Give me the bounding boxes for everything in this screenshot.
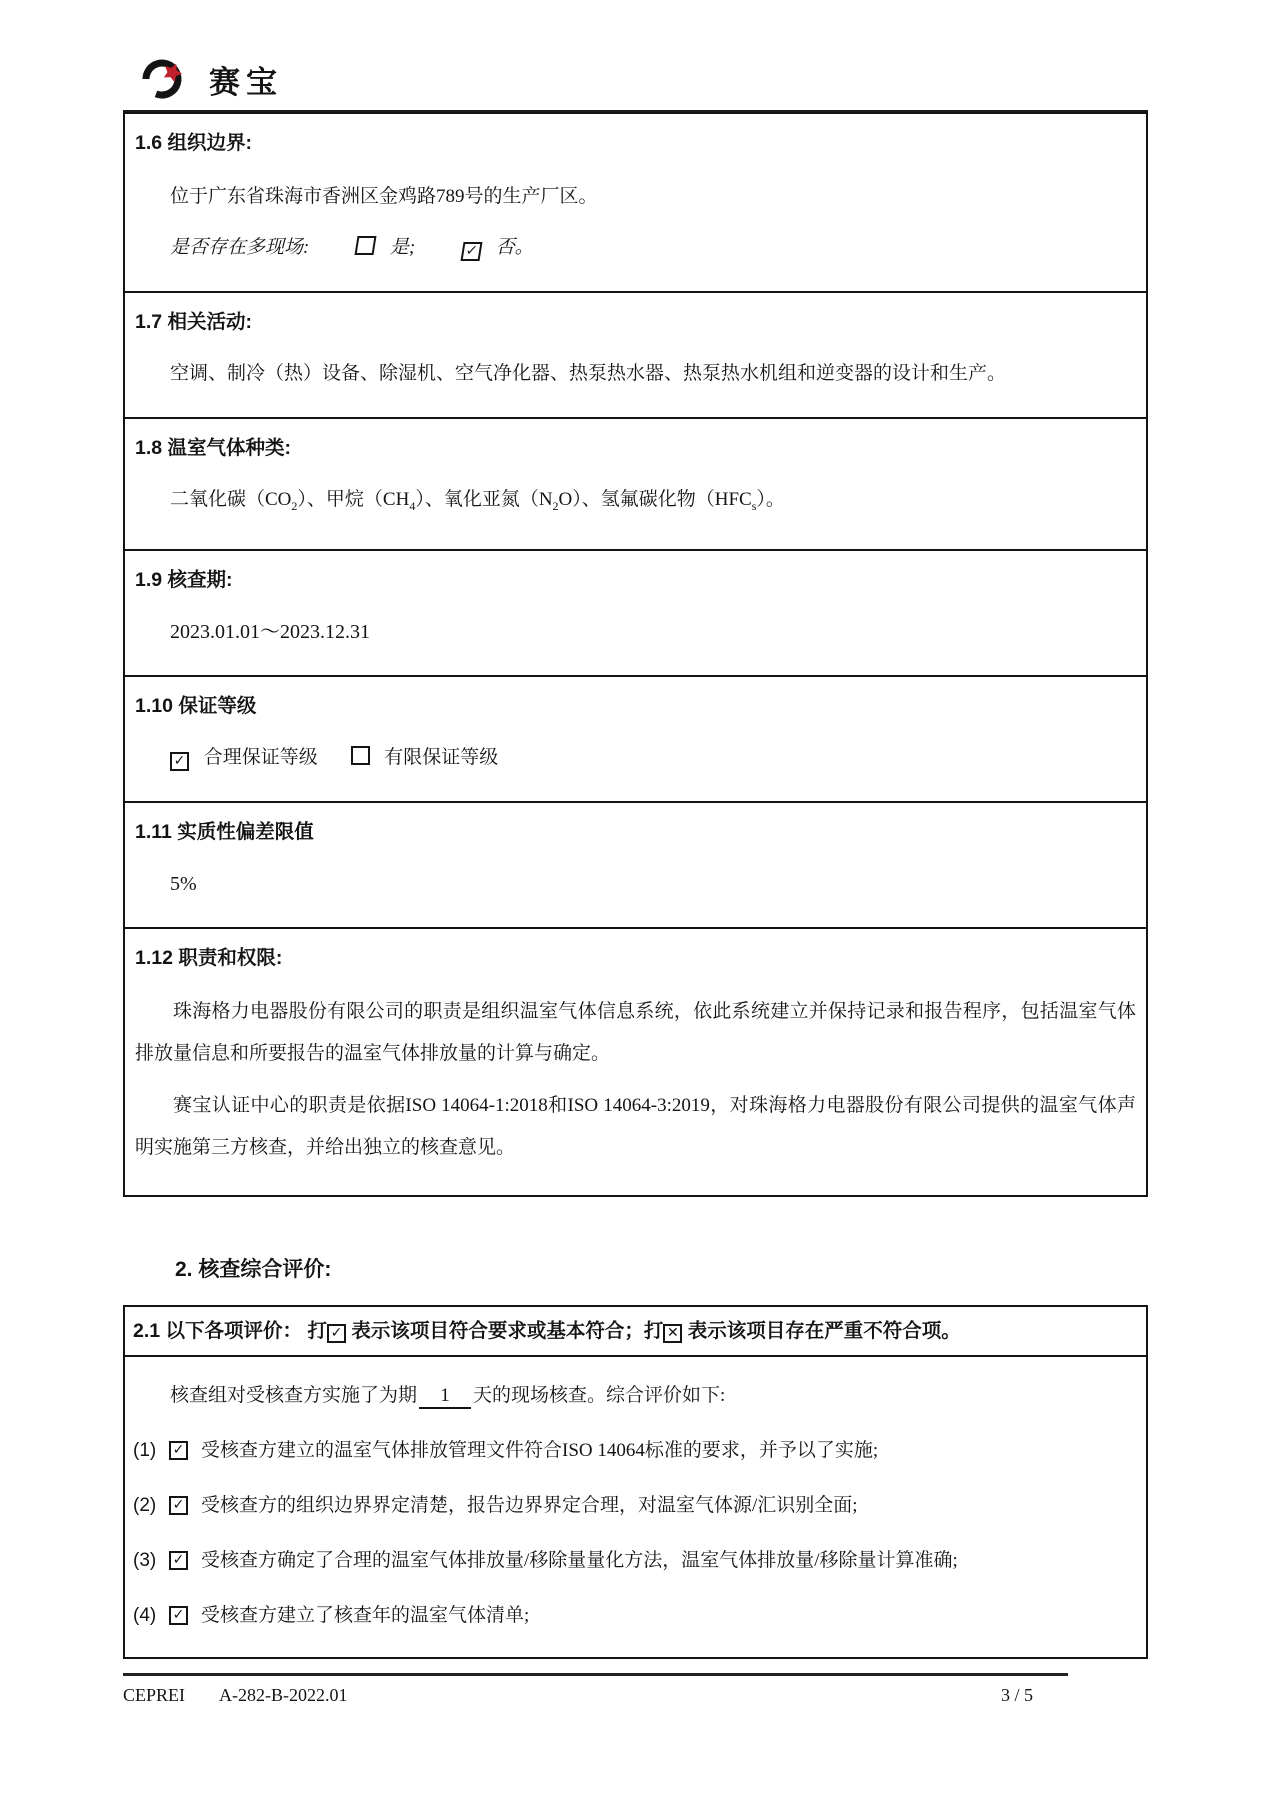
footer-rule: [123, 1673, 1068, 1676]
ghg-text: ）、甲烷（CH: [297, 489, 410, 510]
multisite-yes-checkbox-unchecked: [355, 236, 377, 255]
item-checkbox-checked: ✓: [169, 1551, 188, 1570]
section-2-1: [123, 1305, 1148, 1659]
verification-period: 2023.01.01～2023.12.31: [170, 620, 370, 643]
item-text: 受核查方确定了合理的温室气体排放量/移除量量化方法，温室气体排放量/移除量计算准确;: [201, 1549, 958, 1571]
item-number: (1): [133, 1439, 157, 1461]
footer-org: CEPREI: [123, 1684, 186, 1705]
multisite-no-checkbox-checked: ✓: [460, 242, 482, 261]
section-1-6: [123, 112, 1148, 293]
footer-document-code: [123, 1685, 382, 1706]
ghg-types-line: [125, 487, 1146, 549]
intro-text: 核查组对受核查方实施了为期: [170, 1384, 418, 1406]
item-text: 受核查方建立了核查年的温室气体清单;: [201, 1604, 530, 1626]
section-1-9: [123, 549, 1148, 677]
brand-name: 赛宝: [209, 64, 283, 100]
multisite-yes-label: 是;: [389, 237, 416, 258]
limited-assurance-checkbox-unchecked: [351, 746, 370, 765]
ghg-text: O）、氢氟碳化物（HFC: [558, 489, 752, 510]
section-2-heading: 2. 核查综合评价:: [175, 1257, 332, 1281]
page-number: 3 / 5: [1000, 1684, 1033, 1705]
section-1-7-title: 1.7 相关活动:: [135, 311, 253, 333]
section-1-9-title: 1.9 核查期:: [135, 568, 233, 591]
section-1-10-title: 1.10 保证等级: [135, 694, 257, 717]
reasonable-assurance-label: 合理保证等级: [203, 746, 318, 768]
header: [139, 0, 1148, 104]
item-checkbox-checked: ✓: [169, 1496, 188, 1515]
section-1-7: [123, 291, 1148, 419]
header-text: 表示该项目符合要求或基本符合；打: [345, 1319, 664, 1342]
item-number: (3): [133, 1549, 157, 1571]
ghg-text: ）。: [756, 489, 785, 510]
co2-subscript: 2: [291, 498, 298, 513]
multisite-row: [125, 235, 1146, 291]
materiality-threshold: 5%: [170, 872, 197, 895]
section-1-6-title: 1.6 组织边界:: [135, 132, 253, 154]
section-1-6-address: 位于广东省珠海市香洲区金鸡路789号的生产厂区。: [170, 186, 598, 207]
hfcs-subscript: s: [751, 498, 757, 513]
responsibility-paragraph-1: 珠海格力电器股份有限公司的职责是组织温室气体信息系统，依此系统建立并保持记录和报告程序，包括温室气体排放量信息和所要报告的温室气体排放量的计算与确定。: [135, 1000, 1136, 1064]
limited-assurance-label: 有限保证等级: [384, 746, 499, 768]
footer: [123, 1685, 1033, 1706]
section-1-8: [123, 417, 1148, 551]
item-text: 受核查方的组织边界界定清楚，报告边界界定合理，对温室气体源/汇识别全面;: [201, 1494, 858, 1516]
assurance-level-row: [125, 745, 1146, 801]
cross-mark-legend-icon: ✕: [663, 1324, 682, 1343]
section-1-12: [123, 927, 1148, 1197]
ch4-subscript: 4: [409, 498, 416, 513]
item-checkbox-checked: ✓: [169, 1441, 188, 1460]
cepri-logo-icon: [139, 55, 193, 103]
header-text: 表示该项目存在严重不符合项。: [682, 1319, 961, 1342]
reasonable-assurance-checkbox-checked: ✓: [170, 752, 189, 771]
document-page: [123, 0, 1148, 1706]
responsibility-paragraph-2: 赛宝认证中心的职责是依据ISO 14064-1:2018和ISO 14064-3:2019，对珠海格力电器股份有限公司提供的温室气体声明实施第三方核查，并给出独立的核查意见。: [135, 1094, 1136, 1158]
section-1-11-title: 1.11 实质性偏差限值: [135, 820, 314, 843]
evaluation-item: [125, 1438, 1146, 1464]
ghg-text: ）、氧化亚氮（N: [415, 489, 553, 510]
evaluation-item: [125, 1548, 1146, 1574]
evaluation-item: [125, 1603, 1146, 1629]
section-1-7-content: 空调、制冷（热）设备、除湿机、空气净化器、热泵热水器、热泵热水机组和逆变器的设计和生产。: [170, 363, 1007, 384]
section-1-11: [123, 801, 1148, 929]
item-text: 受核查方建立的温室气体排放管理文件符合ISO 14064标准的要求，并予以了实施;: [201, 1439, 879, 1461]
item-checkbox-checked: ✓: [169, 1606, 188, 1625]
evaluation-item: [125, 1493, 1146, 1519]
intro-text: 天的现场核查。综合评价如下:: [473, 1384, 726, 1406]
section-1-12-title: 1.12 职责和权限:: [135, 946, 283, 969]
ghg-text: 二氧化碳（CO: [170, 489, 292, 510]
section-2-1-header: [125, 1307, 1146, 1357]
header-text: 2.1 以下各项评价： 打: [133, 1319, 327, 1342]
footer-code: A-282-B-2022.01: [219, 1684, 348, 1705]
multisite-no-label: 否。: [495, 237, 534, 258]
n2o-subscript: 2: [552, 498, 559, 513]
section-1-8-title: 1.8 温室气体种类:: [135, 437, 292, 459]
multisite-label: 是否存在多现场:: [170, 237, 310, 258]
check-mark-legend-icon: ✓: [327, 1324, 346, 1343]
onsite-days-value: 1: [419, 1385, 471, 1409]
item-number: (2): [133, 1494, 157, 1516]
onsite-verification-sentence: [125, 1383, 1146, 1409]
section-1-10: [123, 675, 1148, 803]
item-number: (4): [133, 1604, 157, 1626]
